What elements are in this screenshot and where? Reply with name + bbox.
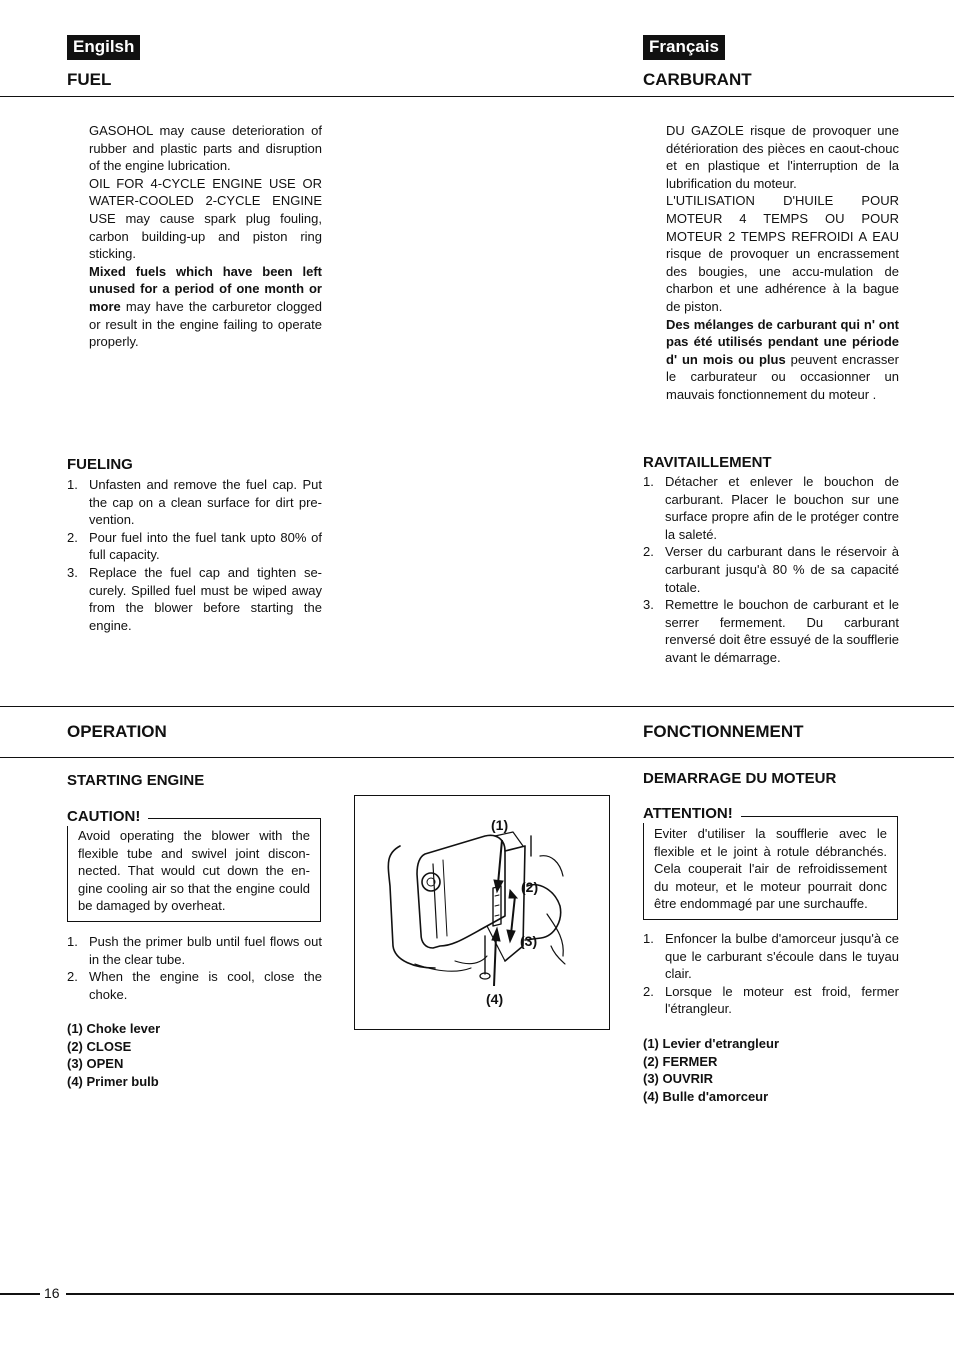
fuel-para1-en: GASOHOL may cause deterioration of rubber and plastic parts and disruption of the engine lubrication.	[89, 123, 322, 174]
fuel-heading-en: FUEL	[67, 70, 112, 89]
legend-item: (4) Bulle d'amorceur	[643, 1088, 769, 1104]
callout-label-3: (3)	[520, 933, 538, 949]
fuel-text-en	[89, 122, 322, 351]
callout-arrow-1	[498, 840, 502, 884]
legend-item: (3) OPEN	[67, 1056, 124, 1072]
page-number: 16	[44, 1285, 60, 1301]
french-language-tag: Français	[643, 35, 725, 60]
caution-title-en: CAUTION!	[67, 808, 148, 826]
legend-en	[67, 1020, 160, 1090]
fueling-heading-en: FUELING	[67, 456, 133, 473]
english-language-tag: Engilsh	[67, 35, 140, 60]
fuel-para1-fr: DU GAZOLE risque de provoquer une détérioration des pièces en caout-chouc et en plastique et l'interruption de la lubrification du moteur.	[666, 123, 899, 191]
frame-outline	[388, 846, 435, 968]
callout-label-4: (4)	[486, 991, 504, 1007]
list-item: 3. Remettre le bouchon de carburant et le serrer fermement. Du carburant renversé doit être essuyé de la soufflerie avant le démarrage.	[643, 597, 899, 665]
fuel-para3-fr	[666, 316, 899, 404]
fuel-para2-fr: L'UTILISATION D'HUILE POUR MOTEUR 4 TEMPS OU POUR MOTEUR 2 TEMPS REFROIDI A EAU risque de provoquer un encrassement des bougies, une accu-mulation de charbon et une adhérence à la bague de piston.	[666, 193, 899, 314]
callout-label-2: (2)	[521, 879, 539, 895]
caution-box-en	[67, 818, 321, 922]
legend-item: (2) FERMER	[643, 1053, 718, 1069]
caution-text-en: Avoid operating the blower with the flexible tube and swivel joint discon-nected. That would cut down the en-gine cooling air so that the engine could be damaged by overheat.	[78, 828, 310, 914]
legend-item: (4) Primer bulb	[67, 1073, 159, 1089]
list-item: 2. Lorsque le moteur est froid, fermer l'étrangleur.	[643, 983, 899, 1017]
list-item: 1. Push the primer bulb until fuel flows out in the clear tube.	[67, 934, 322, 967]
list-item: 1. Détacher et enlever le bouchon de carburant. Placer le bouchon sur une surface propre afin de le protéger contre la saleté.	[643, 474, 899, 542]
list-item: 1. Unfasten and remove the fuel cap. Put the cap on a clean surface for dirt pre-vention.	[67, 477, 322, 528]
caution-title-fr: ATTENTION!	[643, 805, 741, 823]
primer-choke-figure	[354, 795, 610, 1030]
fueling-heading-fr: RAVITAILLEMENT	[643, 454, 772, 471]
callout-arrow-2-3	[511, 896, 515, 934]
operation-heading-en: OPERATION	[67, 722, 167, 741]
logo-mark	[422, 873, 440, 891]
legend-item: (2) CLOSE	[67, 1038, 132, 1054]
list-item: 3. Replace the fuel cap and tighten se-curely. Spilled fuel must be wiped away from the blower before starting the engine.	[67, 564, 322, 633]
fuel-para3-bold-en: Mixed fuels which have been left unused for a period of one month or more	[89, 263, 322, 314]
section-divider-operation-bottom	[0, 757, 954, 758]
callout-label-1: (1)	[491, 817, 509, 833]
list-item: 2. When the engine is cool, close the choke.	[67, 969, 322, 1002]
fuel-para3-bold-fr: Des mélanges de carburant qui n' ont pas été utilisés pendant une période d' un mois ou plus	[666, 316, 899, 367]
fuel-para3-rest-en: may have the carburetor clogged or result in the engine failing to operate properly.	[89, 298, 322, 350]
footer-rule-left	[0, 1293, 40, 1295]
fuel-heading-fr: CARBURANT	[643, 70, 752, 89]
fueling-steps-fr	[643, 473, 899, 667]
fuel-para2-en: OIL FOR 4-CYCLE ENGINE USE OR WATER-COOLED 2-CYCLE ENGINE USE may cause spark plug fouling, carbon building-up and piston ring sticking.	[89, 175, 322, 262]
starting-heading-fr: DEMARRAGE DU MOTEUR	[643, 770, 837, 787]
engine-illustration	[355, 796, 609, 1029]
section-divider-operation-top	[0, 706, 954, 707]
list-item: 2. Pour fuel into the fuel tank upto 80% of full capacity.	[67, 529, 322, 563]
list-item: 1. Enfoncer la bulbe d'amorceur jusqu'à ce que le carburant s'écoule dans le tuyau clair.	[643, 931, 899, 982]
fuel-para3-rest-fr: peuvent encrasser le carburateur ou occasionner un mauvais fonctionnement du moteur .	[666, 351, 899, 402]
start-steps-en	[67, 933, 322, 1003]
cover-ridge	[443, 860, 447, 936]
caution-text-fr: Eviter d'utiliser la soufflerie avec le flexible et le joint à rotule débranchés. Cela couperait l'air de refroidissement du moteur, et le moteur pourrait donc être endommagé par une surchauffe.	[654, 826, 887, 912]
legend-fr	[643, 1035, 779, 1105]
fueling-steps-en	[67, 476, 322, 634]
fuel-text-fr	[666, 122, 899, 404]
footer-rule-right	[66, 1293, 954, 1295]
fuel-para3-en	[89, 263, 322, 351]
callout-arrow-4	[494, 936, 496, 986]
section-divider-top	[0, 96, 954, 97]
start-steps-fr	[643, 930, 899, 1018]
list-item: 2. Verser du carburant dans le réservoir à carburant jusqu'à 80 % de sa capacité totale.	[643, 544, 899, 595]
legend-item: (3) OUVRIR	[643, 1071, 714, 1087]
starting-heading-en: STARTING ENGINE	[67, 772, 205, 789]
operation-heading-fr: FONCTIONNEMENT	[643, 722, 804, 741]
caution-box-fr	[643, 816, 898, 920]
legend-item: (1) Levier d'etrangleur	[643, 1036, 780, 1051]
legend-item: (1) Choke lever	[67, 1021, 161, 1036]
